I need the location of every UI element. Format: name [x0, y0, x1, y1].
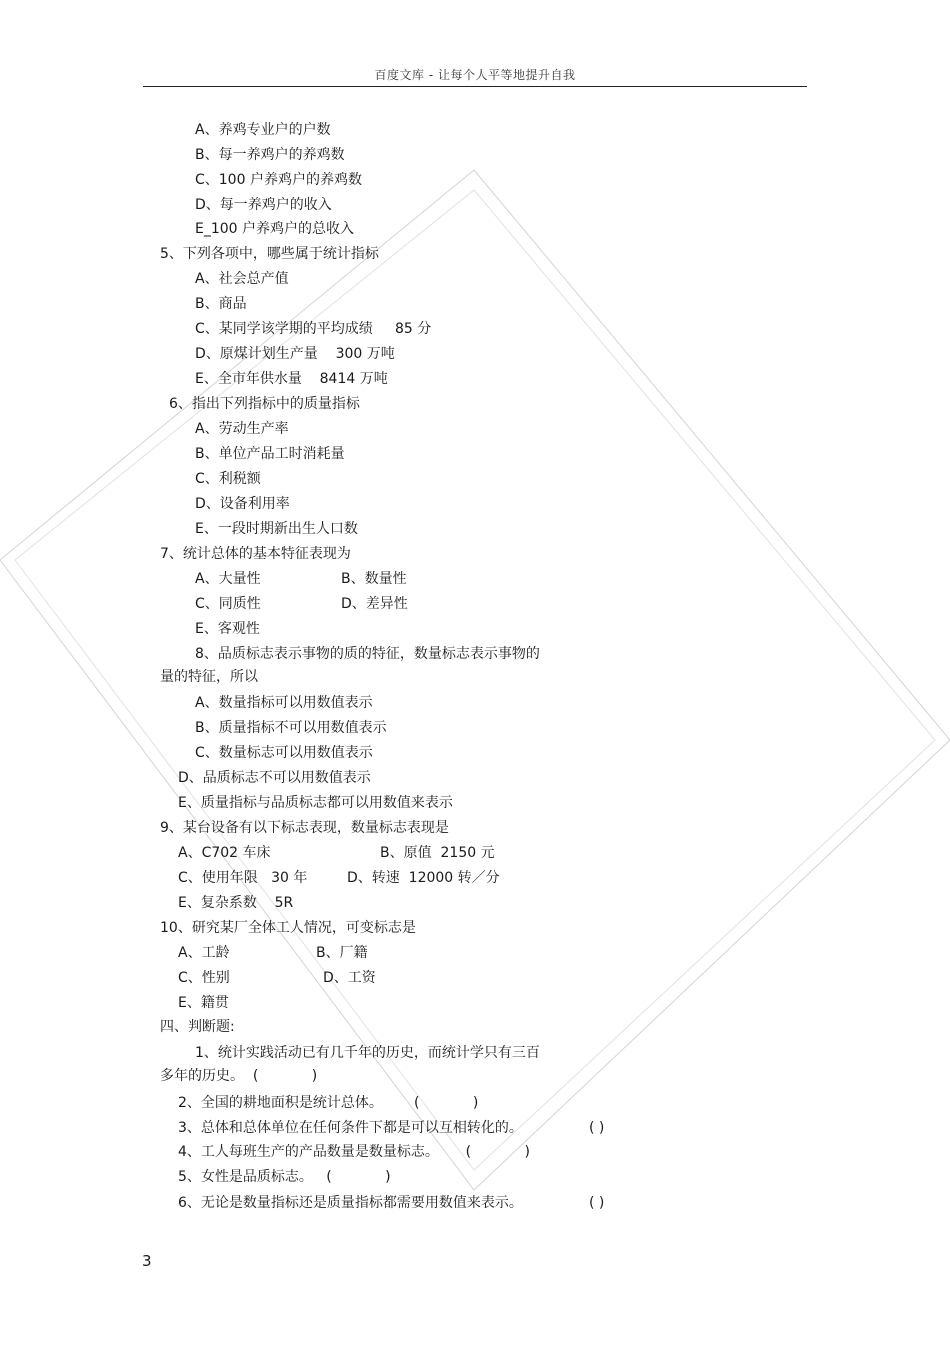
question-line: 10、研究某厂全体工人情况，可变标志是	[160, 920, 416, 936]
option-line: A、工龄	[178, 945, 230, 961]
option-line: B、厂籍	[316, 945, 368, 961]
option-line: D、品质标志不可以用数值表示	[178, 770, 371, 786]
option-line: D、转速 12000 转／分	[347, 870, 500, 886]
option-line: D、每一养鸡户的收入	[195, 197, 332, 213]
question-line: 9、某台设备有以下标志表现，数量标志表现是	[160, 820, 449, 836]
option-line: A、社会总产值	[195, 271, 289, 287]
answer-blank: ( )	[589, 1120, 605, 1136]
option-line: E、全市年供水量 8414 万吨	[195, 371, 388, 387]
option-line: A、养鸡专业户的户数	[195, 122, 331, 138]
option-line: A、数量指标可以用数值表示	[195, 695, 373, 711]
answer-blank: ( )	[589, 1195, 605, 1211]
option-line: A、劳动生产率	[195, 421, 289, 437]
judgment-item: 2、全国的耕地面积是统计总体。 ( )	[178, 1095, 479, 1111]
option-line: E_100 户养鸡户的总收入	[195, 221, 355, 237]
option-line: B、数量性	[341, 571, 407, 587]
judgment-item: 6、无论是数量指标还是质量指标都需要用数值来表示。	[178, 1195, 523, 1211]
option-line: E、籍贯	[178, 995, 229, 1011]
option-line: D、工资	[323, 970, 376, 986]
option-line: C、100 户养鸡户的养鸡数	[195, 172, 362, 188]
question-line: 7、统计总体的基本特征表现为	[160, 546, 351, 562]
question-line: 6、指出下列指标中的质量指标	[169, 396, 360, 412]
option-line: E、一段时期新出生人口数	[195, 521, 358, 537]
option-line: C、性别	[178, 970, 230, 986]
option-line: C、利税额	[195, 471, 261, 487]
option-line: E、复杂系数 5R	[178, 895, 294, 911]
page-header: 百度文库 - 让每个人平等地提升自我	[374, 68, 576, 82]
option-line: C、数量标志可以用数值表示	[195, 745, 373, 761]
option-line: A、C702 车床	[178, 845, 271, 861]
option-line: D、设备利用率	[195, 496, 290, 512]
question-line: 5、下列各项中，哪些属于统计指标	[160, 246, 379, 262]
option-line: A、大量性	[195, 571, 261, 587]
option-line: B、单位产品工时消耗量	[195, 446, 345, 462]
question-line-continued: 量的特征，所以	[160, 669, 258, 685]
judgment-item: 1、统计实践活动已有几千年的历史，而统计学只有三百	[195, 1045, 540, 1061]
option-line: C、某同学该学期的平均成绩 85 分	[195, 321, 432, 337]
judgment-item: 5、女性是品质标志。 ( )	[178, 1169, 391, 1185]
option-line: C、同质性	[195, 596, 261, 612]
option-line: C、使用年限 30 年	[178, 870, 308, 886]
section-heading: 四、判断题:	[160, 1019, 235, 1035]
option-line: D、差异性	[341, 596, 408, 612]
option-line: B、原值 2150 元	[380, 845, 495, 861]
option-line: B、质量指标不可以用数值表示	[195, 720, 387, 736]
option-line: D、原煤计划生产量 300 万吨	[195, 346, 395, 362]
option-line: B、每一养鸡户的养鸡数	[195, 147, 345, 163]
judgment-item: 4、工人每班生产的产品数量是数量标志。 ( )	[178, 1144, 530, 1160]
option-line: E、质量指标与品质标志都可以用数值来表示	[178, 795, 453, 811]
header-divider	[143, 86, 807, 87]
judgment-item: 3、总体和总体单位在任何条件下都是可以互相转化的。	[178, 1120, 523, 1136]
judgment-item-continued: 多年的历史。 ( )	[160, 1068, 318, 1084]
question-line: 8、品质标志表示事物的质的特征，数量标志表示事物的	[195, 646, 540, 662]
page-number: 3	[142, 1252, 152, 1270]
option-line: E、客观性	[195, 621, 260, 637]
option-line: B、商品	[195, 296, 247, 312]
